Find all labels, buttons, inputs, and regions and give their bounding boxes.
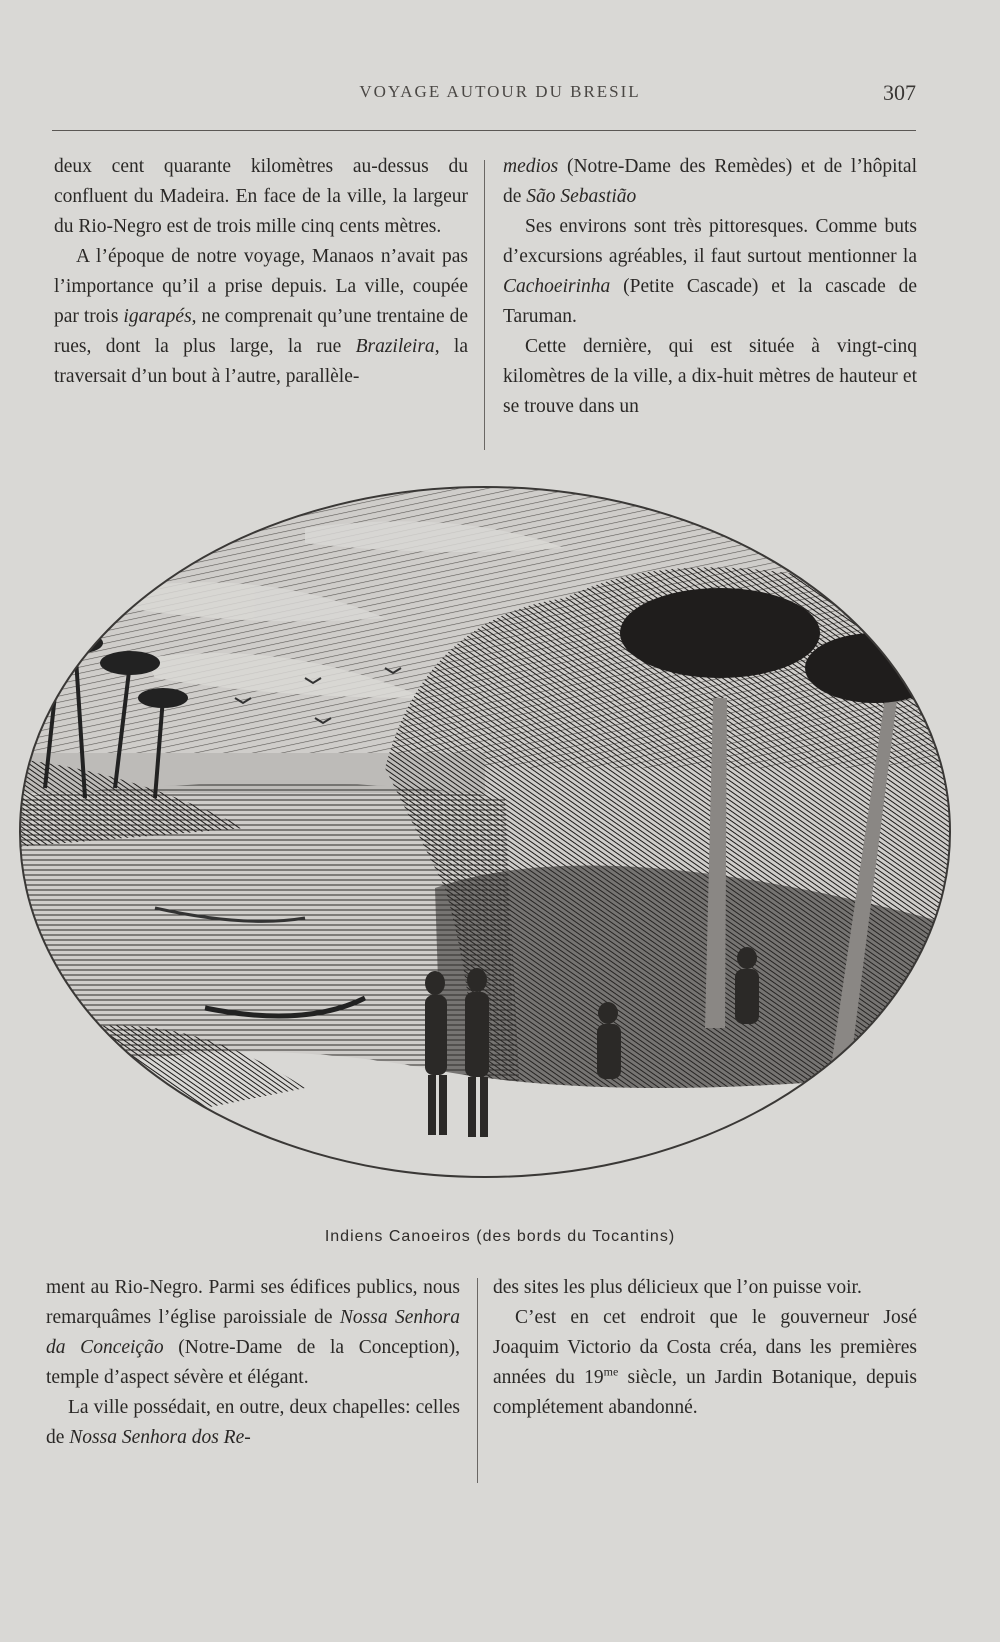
figure-caption: Indiens Canoeiros (des bords du Tocantins) xyxy=(324,1228,676,1245)
paragraph-text: (Notre-Dame des Remèdes) et de l’hôpital de xyxy=(503,156,917,207)
text-column-bottom-right xyxy=(493,1273,917,1423)
paragraph xyxy=(46,1393,460,1453)
italic-term: Brazileira xyxy=(355,336,435,357)
text-column-bottom-left xyxy=(46,1273,460,1453)
italic-term: Nossa Senhora dos Re- xyxy=(69,1427,251,1448)
paragraph-text: , la traversait d’un bout à l’autre, parallèle- xyxy=(54,336,468,387)
engraving-illustration xyxy=(5,468,965,1196)
paragraph-text: ment au Rio-Negro. Parmi ses édifices publics, nous remarquâmes l’église paroissiale de xyxy=(46,1277,460,1328)
paragraph-text: Ses environs sont très pittoresques. Comme buts d’excursions agréables, il faut surtout mentionner la xyxy=(503,216,917,267)
paragraph-text: siècle, un Jardin Botanique, depuis complétement abandonné. xyxy=(493,1367,918,1418)
paragraph xyxy=(503,152,917,212)
italic-term: Cachoeirinha xyxy=(503,276,611,297)
paragraph xyxy=(493,1273,917,1303)
running-title: VOYAGE AUTOUR DU BRESIL xyxy=(359,82,641,101)
paragraph-text: , ne comprenait qu’une trentaine de rues, dont la plus large, la rue xyxy=(54,306,468,357)
paragraph-text: deux cent quarante kilomètres au-dessus du confluent du Madeira. En face de la ville, la largeur du Rio-Negro est de trois mille cinq cents mètres. xyxy=(54,156,468,237)
paragraph xyxy=(54,152,468,242)
italic-term: São Sebastião xyxy=(526,186,637,207)
text-column-top-right xyxy=(503,152,917,422)
paragraph xyxy=(54,242,468,392)
running-head xyxy=(0,82,1000,112)
text-column-top-left xyxy=(54,152,468,392)
italic-term: medios xyxy=(503,156,559,177)
paragraph xyxy=(503,332,917,422)
header-rule xyxy=(52,130,916,131)
paragraph xyxy=(503,212,917,332)
paragraph xyxy=(46,1273,460,1393)
paragraph-text: (Petite Cascade) et la cascade de Taruman. xyxy=(503,276,917,327)
paragraph xyxy=(493,1303,917,1423)
italic-term: Nossa Senhora da Conceição xyxy=(46,1307,460,1358)
paragraph-text: Cette dernière, qui est située à vingt-cinq kilomètres de la ville, a dix-huit mètres de hauteur et se trouve dans un xyxy=(503,336,917,417)
paragraph-text: La ville possédait, en outre, deux chapelles: celles de xyxy=(46,1397,460,1448)
paragraph-text: (Notre-Dame de la Conception), temple d’aspect sévère et élégant. xyxy=(46,1337,460,1388)
superscript: me xyxy=(603,1364,619,1379)
page-number: 307 xyxy=(883,80,916,105)
column-divider xyxy=(477,1278,478,1483)
paragraph-text: A l’époque de notre voyage, Manaos n’avait pas l’importance qu’il a prise depuis. La ville, coupée par trois xyxy=(54,246,468,327)
column-divider xyxy=(484,160,485,450)
italic-term: igarapés xyxy=(123,306,192,327)
paragraph-text: des sites les plus délicieux que l’on puisse voir. xyxy=(493,1277,862,1298)
paragraph-text: C’est en cet endroit que le gouverneur José Joaquim Victorio da Costa créa, dans les premières années du 19 xyxy=(493,1307,917,1388)
